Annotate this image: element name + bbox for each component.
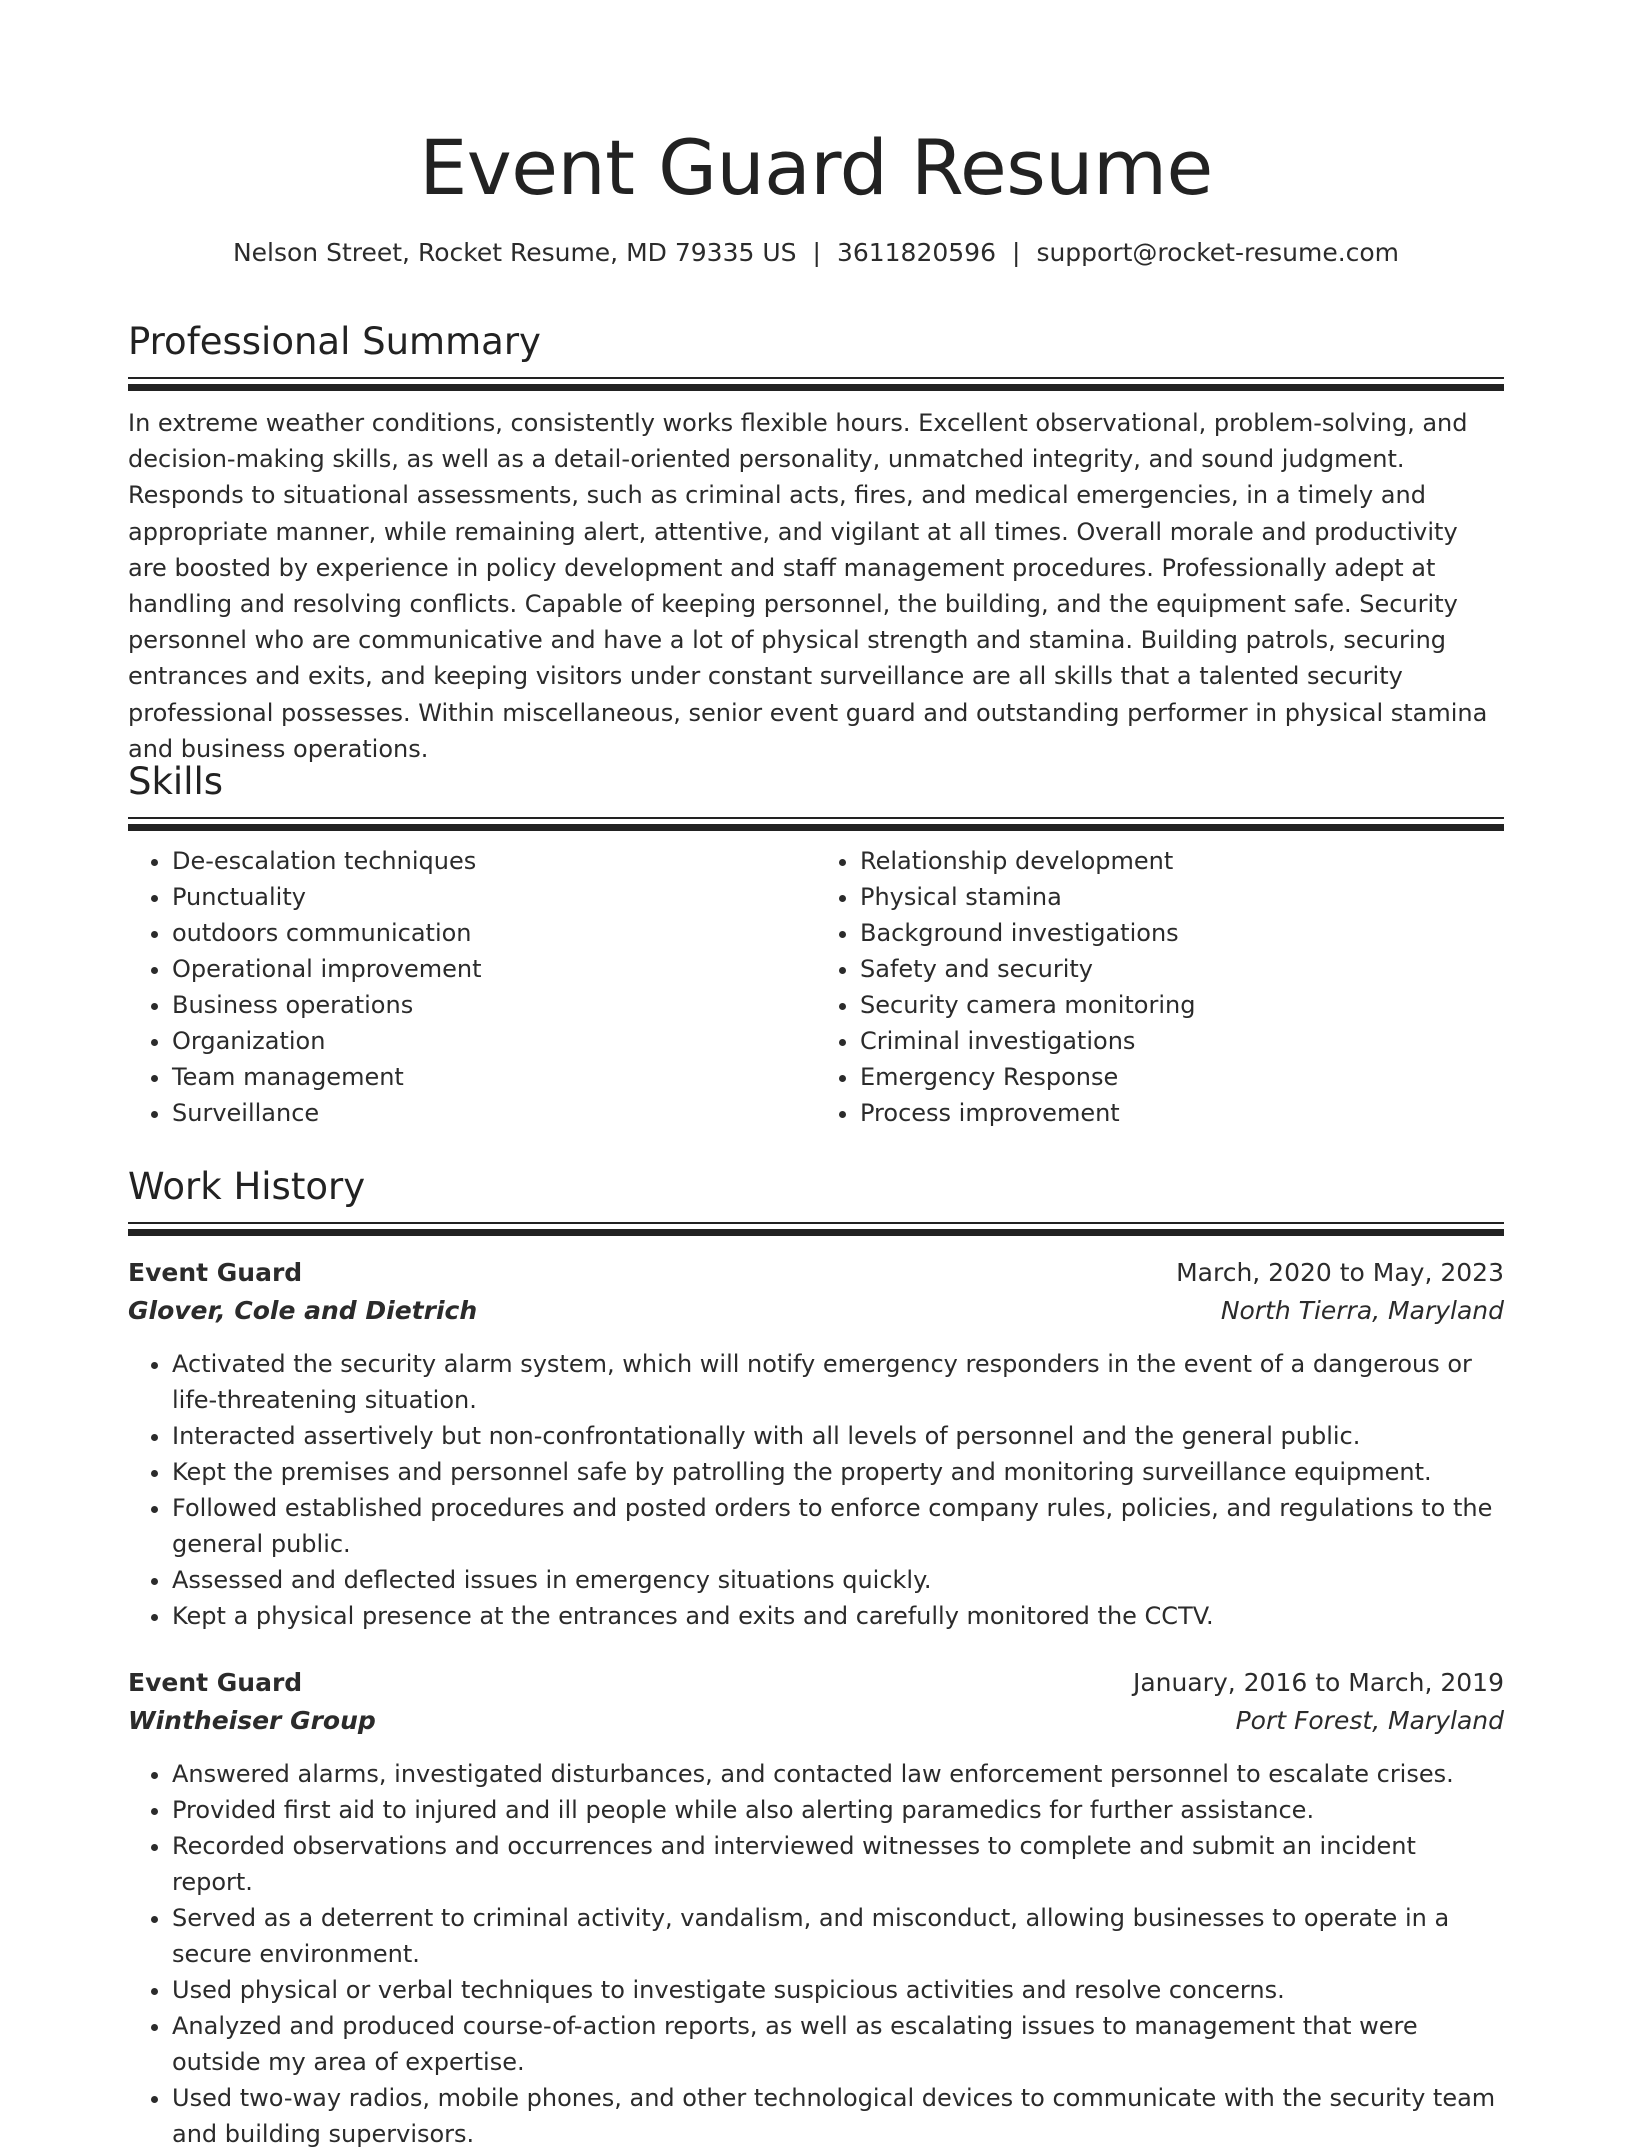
skills-heading: Skills (128, 760, 224, 803)
job-header-row (128, 1254, 1504, 1292)
job-dates: January, 2016 to March, 2019 (1132, 1668, 1504, 1697)
skill-item: • Surveillance (172, 1095, 816, 1131)
skills-left-column (128, 843, 816, 1131)
job-location: North Tierra, Maryland (1220, 1296, 1504, 1325)
skill-item: • Punctuality (172, 879, 816, 915)
summary-text: In extreme weather conditions, consistently works flexible hours. Excellent observational, problem-solving, and decision-making skills, as well as a detail-oriented personality, unmatched integrity, and sound judgment. Responds to situational assessments, such as criminal acts, fires, and medical emergencies, in a timely and appropriate manner, while remaining alert, attentive, and vigilant at all times. Overall morale and productivity are boosted by experience in policy development and staff management procedures. Professionally adept at handling and resolving conflicts. Capable of keeping personnel, the building, and the equipment safe. Security personnel who are communicative and have a lot of physical strength and stamina. Building patrols, securing entrances and exits, and keeping visitors under constant surveillance are all skills that a talented security professional possesses. Within miscellaneous, senior event guard and outstanding performer in physical stamina and business operations. (128, 409, 1488, 763)
job-duty: • Kept a physical presence at the entrances and exits and carefully monitored the CCTV. (172, 1598, 1504, 1634)
job-duty: • Used physical or verbal techniques to investigate suspicious activities and resolve concerns. (172, 1972, 1504, 2008)
job-entry (128, 1664, 1504, 2152)
job-duty: • Kept the premises and personnel safe by patrolling the property and monitoring surveillance equipment. (172, 1454, 1504, 1490)
job-duty: • Interacted assertively but non-confrontationally with all levels of personnel and the general public. (172, 1418, 1504, 1454)
contact-separator: | (1012, 238, 1021, 267)
summary-heading: Professional Summary (128, 320, 541, 363)
contact-email: support@rocket-resume.com (1036, 238, 1400, 267)
work-history-section (128, 1162, 1504, 2152)
section-rule-thin (128, 817, 1504, 819)
resume-page (128, 0, 1504, 2148)
job-duties-list (128, 1756, 1504, 2152)
skills-section (128, 757, 1504, 1131)
skill-item: • Safety and security (860, 951, 1504, 987)
skill-item: • De-escalation techniques (172, 843, 816, 879)
job-title: Event Guard (128, 1668, 303, 1697)
job-company: Glover, Cole and Dietrich (128, 1296, 478, 1325)
job-duty: • Assessed and deflected issues in emergency situations quickly. (172, 1562, 1504, 1598)
skill-item: • Security camera monitoring (860, 987, 1504, 1023)
job-entry (128, 1254, 1504, 1634)
skill-item: • Operational improvement (172, 951, 816, 987)
section-rule-thick (128, 384, 1504, 391)
job-duty: • Analyzed and produced course-of-action reports, as well as escalating issues to management that were outside my area of expertise. (172, 2008, 1504, 2080)
job-duty: • Activated the security alarm system, which will notify emergency responders in the event of a dangerous or life-threatening situation. (172, 1346, 1504, 1418)
work-history-heading: Work History (128, 1165, 366, 1208)
contact-line (128, 236, 1504, 270)
section-rule-thin (128, 1222, 1504, 1224)
job-dates: March, 2020 to May, 2023 (1176, 1258, 1504, 1287)
contact-address: Nelson Street, Rocket Resume, MD 79335 US (232, 238, 797, 267)
skill-item: • Organization (172, 1023, 816, 1059)
summary-section (128, 317, 1504, 767)
skill-item: • Background investigations (860, 915, 1504, 951)
skills-right-column (816, 843, 1504, 1131)
skill-item: • Physical stamina (860, 879, 1504, 915)
skill-item: • Team management (172, 1059, 816, 1095)
skill-item: • Criminal investigations (860, 1023, 1504, 1059)
contact-phone: 3611820596 (836, 238, 996, 267)
job-company: Wintheiser Group (128, 1706, 376, 1735)
job-duty: • Used two-way radios, mobile phones, and other technological devices to communicate with the security team and building supervisors. (172, 2080, 1504, 2152)
job-duty: • Provided first aid to injured and ill people while also alerting paramedics for further assistance. (172, 1792, 1504, 1828)
skills-grid (128, 843, 1504, 1131)
section-rule-thick (128, 824, 1504, 831)
job-header-row (128, 1664, 1504, 1702)
job-subheader-row (128, 1292, 1504, 1330)
job-duty: • Answered alarms, investigated disturbances, and contacted law enforcement personnel to escalate crises. (172, 1756, 1504, 1792)
resume-title: Event Guard Resume (419, 123, 1213, 212)
job-duty: • Followed established procedures and posted orders to enforce company rules, policies, and regulations to the general public. (172, 1490, 1504, 1562)
job-subheader-row (128, 1702, 1504, 1740)
job-duty: • Served as a deterrent to criminal activity, vandalism, and misconduct, allowing businesses to operate in a secure environment. (172, 1900, 1504, 1972)
job-duty: • Recorded observations and occurrences and interviewed witnesses to complete and submit an incident report. (172, 1828, 1504, 1900)
job-location: Port Forest, Maryland (1235, 1706, 1504, 1735)
skill-item: • Emergency Response (860, 1059, 1504, 1095)
skill-item: • outdoors communication (172, 915, 816, 951)
skill-item: • Relationship development (860, 843, 1504, 879)
section-rule-thick (128, 1229, 1504, 1236)
job-duties-list (128, 1346, 1504, 1634)
contact-separator: | (812, 238, 821, 267)
skill-item: • Process improvement (860, 1095, 1504, 1131)
skill-item: • Business operations (172, 987, 816, 1023)
job-title: Event Guard (128, 1258, 303, 1287)
section-rule-thin (128, 377, 1504, 379)
